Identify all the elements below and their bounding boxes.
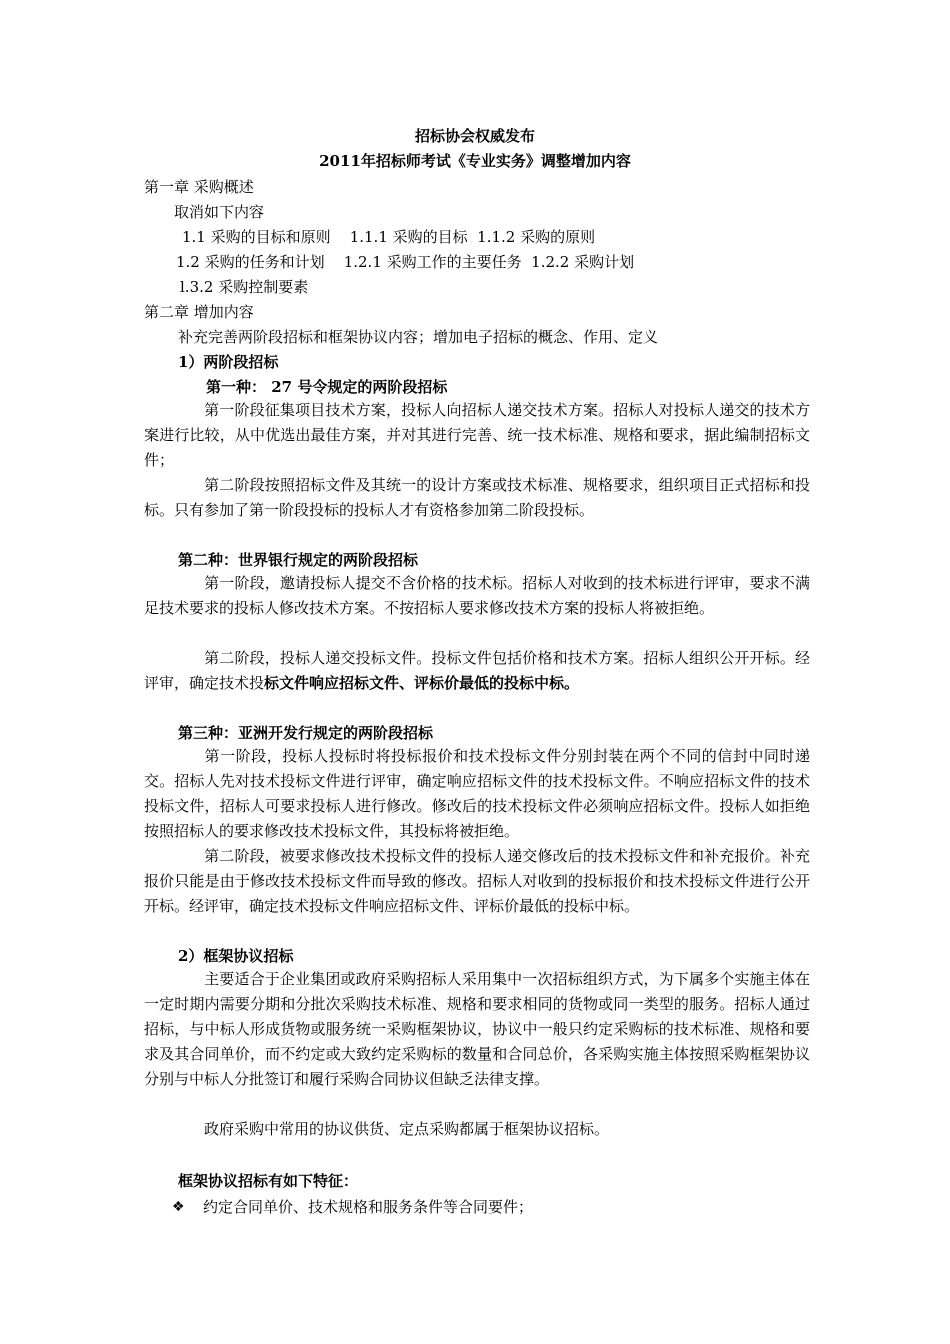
type2-paragraph-1	[144, 571, 810, 621]
chapter1-removed-row-1: 1.1 采购的目标和原则 1.1.1 采购的目标 1.1.2 采购的原则	[182, 228, 596, 246]
type3-paragraph-2-text: 第二阶段，被要求修改技术投标文件的投标人递交修改后的技术投标文件和补充报价。补充报价只能是由于修改技术投标文件而导致的修改。招标人对收到的投标报价和技术投标文件进行公开开标。经评审，确定技术投标文件响应招标文件、评标价最低的投标中标。	[144, 847, 810, 915]
chapter2-heading: 第二章 增加内容	[144, 303, 254, 321]
type1-paragraph-2-text: 第二阶段按照招标文件及其统一的设计方案或技术标准、规格要求，组织项目正式招标和投标。只有参加了第一阶段投标的投标人才有资格参加第二阶段投标。	[144, 476, 810, 519]
type1-heading: 第一种： 27 号令规定的两阶段招标	[206, 378, 448, 396]
features-heading: 框架协议招标有如下特征：	[178, 1172, 359, 1190]
feature-item-1: 约定合同单价、技术规格和服务条件等合同要件；	[203, 1198, 534, 1216]
diamond-bullet-icon: ❖	[172, 1199, 185, 1215]
framework-paragraph-1-text: 主要适合于企业集团或政府采购招标人采用集中一次招标组织方式，为下属多个实施主体在一定时期内需要分期和分批次采购技术标准、规格和要求相同的货物或同一类型的服务。招标人通过招标，与中标人形成货物或服务统一采购框架协议，协议中一般只约定采购标的技术标准、规格和要求及其合同单价，而不约定或大致约定采购标的数量和合同总价，各采购实施主体按照采购框架协议分别与中标人分批签订和履行采购合同协议但缺乏法律支撑。	[144, 970, 810, 1088]
section2-heading: 2）框架协议招标	[178, 947, 294, 965]
type1-paragraph-2	[144, 473, 810, 523]
framework-paragraph-1	[144, 967, 810, 1092]
type3-heading: 第三种：亚洲开发行规定的两阶段招标	[178, 724, 434, 742]
type3-paragraph-2	[144, 844, 810, 919]
type2-paragraph-1-text: 第一阶段，邀请投标人提交不含价格的技术标。招标人对收到的技术标进行评审，要求不满足技术要求的投标人修改技术方案。不按招标人要求修改技术方案的投标人将被拒绝。	[144, 574, 810, 617]
chapter1-removed-row-3: l.3.2 采购控制要素	[180, 278, 309, 296]
type1-paragraph-1	[144, 398, 810, 473]
type2-paragraph-2	[144, 646, 810, 696]
document-subtitle: 2011年招标师考试《专业实务》调整增加内容	[319, 152, 631, 170]
type1-paragraph-1-text: 第一阶段征集项目技术方案，投标人向招标人递交技术方案。招标人对投标人递交的技术方案进行比较，从中优选出最佳方案，并对其进行完善、统一技术标准、规格和要求，据此编制招标文件；	[144, 401, 810, 469]
document-title: 招标协会权威发布	[414, 127, 535, 145]
type2-paragraph-2-bold-text: 标文件响应招标文件、评标价最低的投标中标。	[264, 674, 580, 692]
chapter1-heading: 第一章 采购概述	[144, 178, 254, 196]
framework-paragraph-2-text: 政府采购中常用的协议供货、定点采购都属于框架协议招标。	[204, 1120, 610, 1138]
type3-paragraph-1-text: 第一阶段，投标人投标时将投标报价和技术投标文件分别封装在两个不同的信封中同时递交。招标人先对技术投标文件进行评审，确定响应招标文件的技术投标文件。不响应招标文件的技术投标文件，招标人可要求投标人进行修改。修改后的技术投标文件必须响应招标文件。投标人如拒绝按照招标人的要求修改技术投标文件，其投标将被拒绝。	[144, 747, 810, 840]
chapter1-removed-row-2: 1.2 采购的任务和计划 1.2.1 采购工作的主要任务 1.2.2 采购计划	[176, 253, 635, 271]
framework-paragraph-2	[144, 1117, 810, 1142]
type2-paragraph-2-text: 第二阶段，投标人递交投标文件。投标文件包括价格和技术方案。招标人组织公开开标。经评审，确定技术投	[144, 649, 810, 692]
chapter1-intro: 取消如下内容	[174, 203, 265, 221]
section1-heading: 1）两阶段招标	[178, 353, 279, 371]
type2-heading: 第二种：世界银行规定的两阶段招标	[178, 551, 419, 569]
chapter2-intro: 补充完善两阶段招标和框架协议内容；增加电子招标的概念、作用、定义	[178, 328, 659, 346]
type3-paragraph-1	[144, 744, 810, 844]
